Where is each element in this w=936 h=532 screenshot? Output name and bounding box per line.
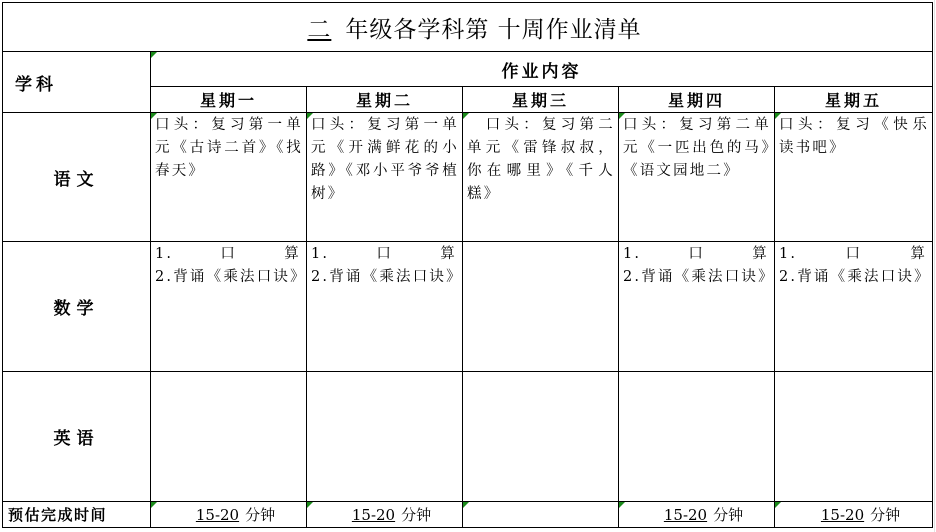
content-header-label: 作业内容 xyxy=(501,61,582,82)
cell-marker-icon xyxy=(619,502,625,508)
homework-cell[interactable] xyxy=(307,113,463,242)
homework-line: 2.背诵《乘法口诀》 xyxy=(311,269,463,285)
subject-cell[interactable]: 语文 xyxy=(3,113,151,242)
sheet-gridline xyxy=(934,0,935,532)
day-header[interactable]: 星期三 xyxy=(463,87,619,113)
day-header[interactable]: 星期一 xyxy=(151,87,307,113)
homework-word: 1. xyxy=(155,246,174,262)
homework-table xyxy=(2,51,933,528)
homework-cell[interactable] xyxy=(307,242,463,372)
cell-marker-icon xyxy=(151,52,157,58)
estimated-time-label[interactable]: 预估完成时间 xyxy=(3,502,151,528)
homework-cell[interactable] xyxy=(619,113,775,242)
content-header[interactable] xyxy=(151,52,933,87)
homework-text: 口头：复习第一单元《古诗二首》《找春天》 xyxy=(155,117,303,179)
homework-cell[interactable] xyxy=(775,372,933,502)
homework-word: 算 xyxy=(752,246,769,262)
time-unit: 分钟 xyxy=(870,506,901,524)
homework-line xyxy=(311,243,459,266)
homework-line xyxy=(779,243,929,266)
homework-word: 口 xyxy=(845,246,863,262)
homework-cell[interactable] xyxy=(151,372,307,502)
homework-text: 口头：复习《快乐读书吧》 xyxy=(779,117,930,156)
cell-marker-icon xyxy=(151,113,157,119)
cell-marker-icon xyxy=(307,502,313,508)
homework-line xyxy=(155,243,303,266)
homework-cell[interactable] xyxy=(463,242,619,372)
time-unit: 分钟 xyxy=(401,506,432,524)
homework-cell[interactable] xyxy=(151,113,307,242)
estimated-time-cell[interactable] xyxy=(463,502,619,528)
homework-line xyxy=(623,243,771,266)
homework-cell[interactable] xyxy=(151,242,307,372)
cell-marker-icon xyxy=(463,502,469,508)
homework-word: 算 xyxy=(440,246,457,262)
estimated-time-cell[interactable] xyxy=(619,502,775,528)
time-value: 15-20 xyxy=(195,506,240,524)
cell-marker-icon xyxy=(151,502,157,508)
homework-text xyxy=(775,242,932,289)
time-value: 15-20 xyxy=(663,506,708,524)
homework-word: 口 xyxy=(376,246,394,262)
cell-marker-icon xyxy=(775,502,781,508)
time-unit: 分钟 xyxy=(713,506,744,524)
estimated-time-cell[interactable] xyxy=(307,502,463,528)
subject-cell[interactable]: 数学 xyxy=(3,242,151,372)
homework-cell[interactable] xyxy=(619,372,775,502)
homework-text xyxy=(151,242,306,289)
estimated-time-cell[interactable] xyxy=(775,502,933,528)
homework-cell[interactable] xyxy=(775,113,933,242)
sheet-title[interactable] xyxy=(2,2,933,51)
day-header[interactable]: 星期二 xyxy=(307,87,463,113)
homework-word: 算 xyxy=(284,246,301,262)
time-value: 15-20 xyxy=(351,506,396,524)
homework-word: 1. xyxy=(779,246,798,262)
title-text: 年级各学科第 十周作业清单 xyxy=(345,16,642,43)
homework-word: 口 xyxy=(220,246,238,262)
cell-marker-icon xyxy=(463,113,469,119)
cell-marker-icon xyxy=(619,113,625,119)
homework-word: 1. xyxy=(311,246,330,262)
homework-line: 2.背诵《乘法口诀》 xyxy=(779,269,931,285)
subject-header[interactable]: 学科 xyxy=(3,52,151,113)
subject-cell[interactable]: 英语 xyxy=(3,372,151,502)
cell-marker-icon xyxy=(775,113,781,119)
homework-cell[interactable] xyxy=(463,372,619,502)
cell-marker-icon xyxy=(307,113,313,119)
estimated-time-cell[interactable] xyxy=(151,502,307,528)
day-header[interactable]: 星期四 xyxy=(619,87,775,113)
title-grade: 二 xyxy=(307,16,332,43)
homework-text xyxy=(307,242,462,289)
homework-text: 口头：复习第一单元《开满鲜花的小路》《邓小平爷爷植树》 xyxy=(311,117,459,202)
homework-cell[interactable] xyxy=(775,242,933,372)
homework-word: 1. xyxy=(623,246,642,262)
homework-line: 2.背诵《乘法口诀》 xyxy=(623,269,775,285)
homework-cell[interactable] xyxy=(463,113,619,242)
homework-word: 口 xyxy=(688,246,706,262)
homework-text: 口头：复习第二单元《雷锋叔叔，你在哪里》《千人糕》 xyxy=(467,117,615,202)
time-value: 15-20 xyxy=(820,506,865,524)
day-header[interactable]: 星期五 xyxy=(775,87,933,113)
homework-text: 口头：复习第二单元《一匹出色的马》《语文园地二》 xyxy=(623,117,771,179)
homework-cell[interactable] xyxy=(619,242,775,372)
homework-word: 算 xyxy=(910,246,928,262)
time-unit: 分钟 xyxy=(245,506,276,524)
homework-cell[interactable] xyxy=(307,372,463,502)
homework-line: 2.背诵《乘法口诀》 xyxy=(155,269,307,285)
homework-text xyxy=(619,242,774,289)
